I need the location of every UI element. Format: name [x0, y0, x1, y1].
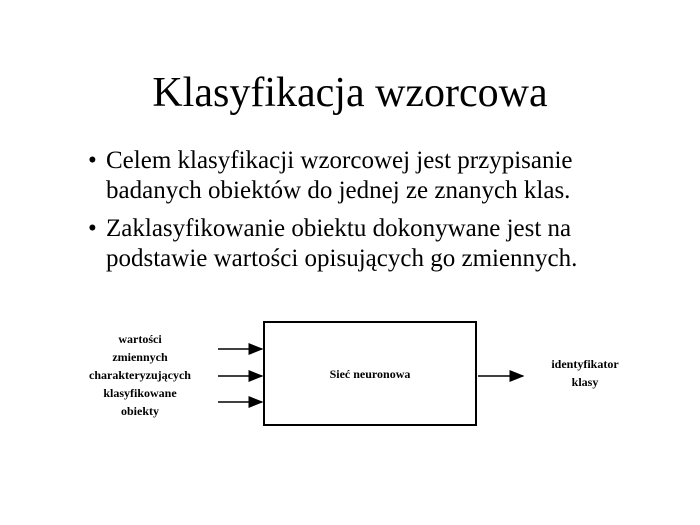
bullet-list [88, 146, 648, 282]
bullet-text-line: Celem klasyfikacji wzorcowej jest przypisanie [106, 147, 573, 174]
neural-network-label: Sieć neuronowa [329, 367, 411, 381]
output-label-line: klasy [571, 375, 599, 389]
bullet-dot-icon: • [88, 215, 97, 242]
bullet-item [88, 214, 648, 274]
input-label-line: obiekty [120, 404, 159, 418]
bullet-text-line: podstawie wartości opisujących go zmiennych. [106, 245, 578, 272]
bullet-item [88, 146, 648, 206]
slide-title: Klasyfikacja wzorcowa [152, 70, 548, 116]
input-label-line: wartości [118, 332, 162, 346]
output-label-line: identyfikator [551, 357, 619, 371]
input-label-line: klasyfikowane [103, 386, 177, 400]
bullet-text-line: badanych obiektów do jednej ze znanych klas. [106, 177, 571, 204]
bullet-dot-icon: • [88, 147, 97, 174]
input-label-line: charakteryzujących [89, 368, 191, 382]
output-label [535, 355, 635, 391]
input-label-line: zmiennych [112, 350, 168, 364]
bullet-text-line: Zaklasyfikowanie obiektu dokonywane jest na [106, 215, 572, 242]
